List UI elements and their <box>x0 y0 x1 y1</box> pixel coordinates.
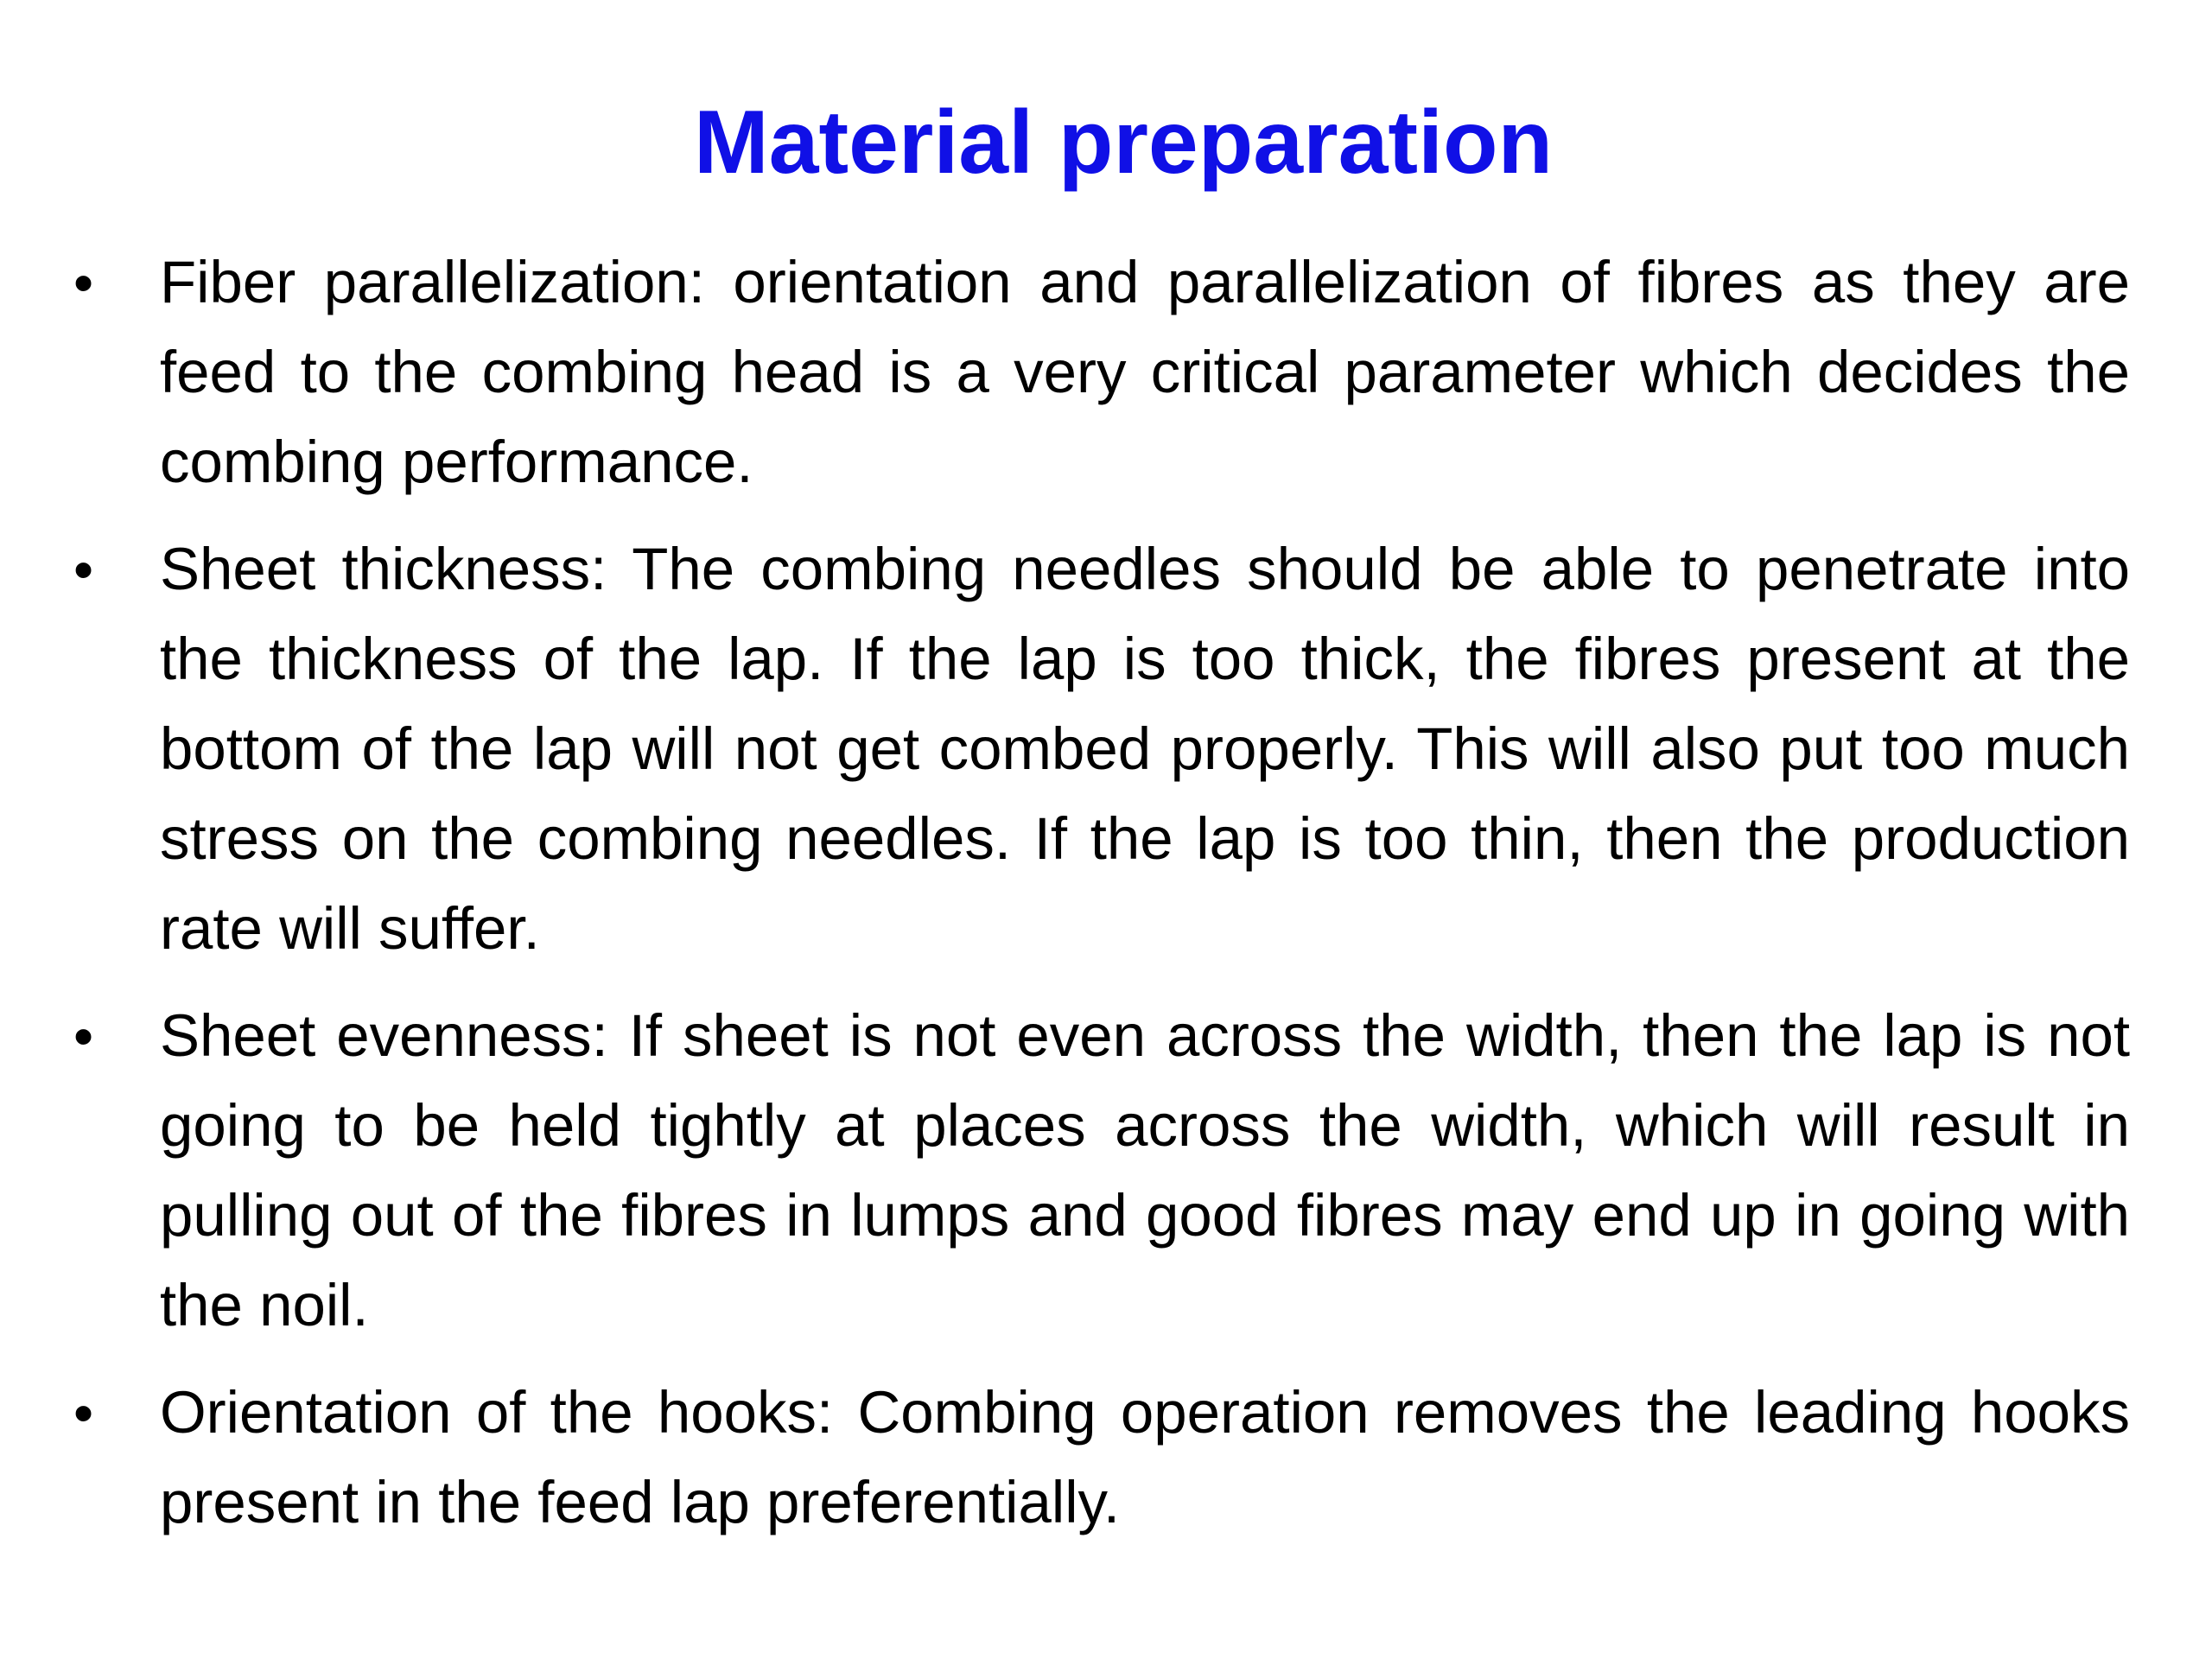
bullet-dot-icon: • <box>73 537 94 601</box>
bullet-text: Sheet evenness: If sheet is not even across the width, then the lap is not going to be held tightly at places across the width, which will result in pulling out of the fibres in lumps and good fibres may end up in going with the noil. <box>160 1002 2130 1338</box>
bullet-dot-icon: • <box>73 1004 94 1068</box>
bullet-item <box>73 991 2130 1351</box>
bullet-dot-icon: • <box>73 1381 94 1445</box>
bullet-item <box>73 1368 2130 1548</box>
bullet-dot-icon: • <box>73 251 94 315</box>
bullet-text: Sheet thickness: The combing needles should be able to penetrate into the thickness of the lap. If the lap is too thick, the fibres present at the bottom of the lap will not get combed properly. This will also put too much stress on the combing needles. If the lap is too thin, then the production rate will suffer. <box>160 536 2130 962</box>
bullet-text: Fiber parallelization: orientation and parallelization of fibres as they are feed to the combing head is a very critical parameter which decides the combing performance. <box>160 249 2130 495</box>
slide-title: Material preparation <box>693 92 1554 193</box>
bullet-text: Orientation of the hooks: Combing operation removes the leading hooks present in the feed lap preferentially. <box>160 1379 2130 1535</box>
bullet-item <box>73 238 2130 507</box>
bullet-item <box>73 524 2130 974</box>
bullet-list <box>73 238 2130 1565</box>
